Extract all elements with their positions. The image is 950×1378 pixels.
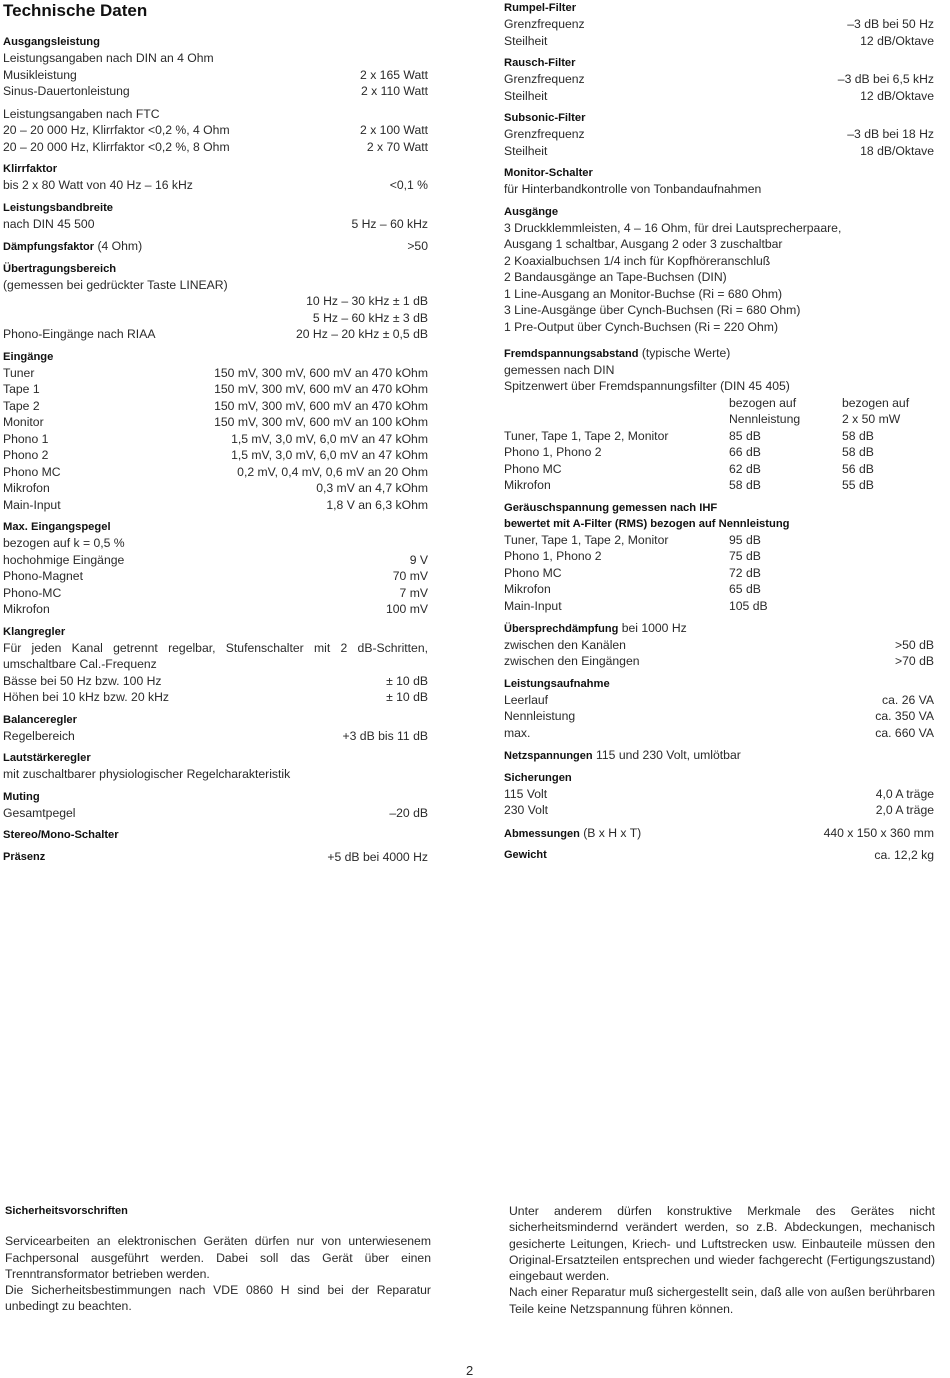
spec-value: 9 V <box>409 552 428 567</box>
safety-paragraph: Die Sicherheitsbestimmungen nach VDE 0860 H sind bei der Reparatur unbedingt zu beachten. <box>5 1283 431 1314</box>
table-row <box>504 286 934 303</box>
spec-label: zwischen den Eingängen <box>504 654 640 668</box>
spec-value: 1,5 mV, 3,0 mV, 6,0 mV an 47 kOhm <box>231 431 428 446</box>
spec-value: 2 x 100 Watt <box>360 123 428 137</box>
spec-value: 70 mV <box>392 569 428 583</box>
spec-note: (typische Werte) <box>641 346 731 360</box>
spec-note: (B x H x T) <box>583 825 642 840</box>
spec-label: nach DIN 45 500 <box>3 216 95 231</box>
spec-value: 72 dB <box>729 565 761 580</box>
klangregler-heading: Klangregler <box>3 625 66 638</box>
daempfungsfaktor-heading: Dämpfungsfaktor <box>3 241 95 253</box>
spec-value: 440 x 150 x 360 mm <box>823 825 934 840</box>
spec-label: Mikrofon <box>3 602 50 616</box>
sicherungen-heading: Sicherungen <box>504 771 572 784</box>
spec-label: Gesamtpegel <box>3 805 76 820</box>
spec-label: Tuner <box>3 365 35 380</box>
spec-label: 115 Volt <box>504 786 548 801</box>
eingaenge-heading: Eingänge <box>3 350 54 363</box>
spec-value: 115 und 230 Volt, umlötbar <box>596 748 741 762</box>
spec-label: Phono-MC <box>3 585 62 600</box>
table-row <box>504 532 934 549</box>
spec-value: 12 dB/Oktave <box>860 88 934 103</box>
inputs-list <box>3 365 428 514</box>
spec-value: 2,0 A träge <box>875 803 934 817</box>
spec-label: Mikrofon <box>504 582 551 596</box>
spec-label: Phono 2 <box>3 448 49 462</box>
safety-paragraph: Nach einer Reparatur muß sichergestellt sein, daß alle von außen berührbaren Teile keine Netzspannung führen können. <box>509 1285 935 1316</box>
spec-label: Phono MC <box>504 461 562 476</box>
outputs-list <box>504 220 934 336</box>
spec-value: ± 10 dB <box>386 690 428 704</box>
spec-label: Steilheit <box>504 88 548 103</box>
table-row <box>3 431 428 448</box>
table-row <box>3 464 428 481</box>
spec-label: Tuner, Tape 1, Tape 2, Monitor <box>504 428 669 443</box>
spec-value: ca. 12,2 kg <box>874 848 934 862</box>
spec-value: 1,8 V an 6,3 kOhm <box>326 497 428 512</box>
leistungsaufnahme-heading: Leistungsaufnahme <box>504 677 610 690</box>
fremdspannungsabstand-heading: Fremdspannungsabstand <box>504 348 639 360</box>
column-header: bezogen auf <box>729 395 797 410</box>
geraeuschspannung-table <box>504 532 934 615</box>
monitor-schalter-heading: Monitor-Schalter <box>504 167 593 179</box>
spec-value: 62 dB <box>729 461 761 476</box>
table-row <box>504 236 934 253</box>
spec-label: Ausgang 1 schaltbar, Ausgang 2 oder 3 zuschaltbar <box>504 237 783 251</box>
bandbreite-heading: Leistungsbandbreite <box>3 201 114 214</box>
spec-value: 100 mV <box>385 602 428 616</box>
spec-label: Mikrofon <box>3 481 50 495</box>
table-row <box>504 319 934 336</box>
spec-label: gemessen nach DIN <box>504 362 615 377</box>
table-row <box>3 447 428 464</box>
uebersprechdaempfung-heading: Übersprechdämpfung <box>504 623 619 635</box>
subsonic-filter-heading: Subsonic-Filter <box>504 112 586 124</box>
spec-label: zwischen den Kanälen <box>504 637 626 652</box>
spec-value: 1,5 mV, 3,0 mV, 6,0 mV an 47 kOhm <box>231 448 428 462</box>
spec-value: +3 dB bis 11 dB <box>342 728 428 743</box>
rumpel-filter-heading: Rumpel-Filter <box>504 2 577 14</box>
spec-label: 1 Pre-Output über Cynch-Buchsen (Ri = 220 Ohm) <box>504 319 779 334</box>
ausgaenge-heading: Ausgänge <box>504 205 559 218</box>
table-row <box>504 708 934 725</box>
spec-value: 56 dB <box>842 461 874 476</box>
spec-value: <0,1 % <box>389 178 428 192</box>
spec-label: 2 Koaxialbuchsen 1/4 inch für Kopfhöreranschluß <box>504 253 771 268</box>
spec-value: ca. 660 VA <box>875 725 934 740</box>
lautstaerkeregler-heading: Lautstärkeregler <box>3 752 91 764</box>
stereo-mono-heading: Stereo/Mono-Schalter <box>3 829 119 841</box>
spec-label: Höhen bei 10 kHz bzw. 20 kHz <box>3 690 169 704</box>
geraeuschspannung-heading: Geräuschspannung gemessen nach IHF <box>504 501 718 514</box>
spec-label: max. <box>504 725 531 740</box>
spec-value: 150 mV, 300 mV, 600 mV an 470 kOhm <box>214 398 428 413</box>
safety-notes-right <box>509 1203 935 1317</box>
spec-value: ± 10 dB <box>386 673 428 688</box>
spec-label: mit zuschaltbarer physiologischer Regelcharakteristik <box>3 767 291 781</box>
spec-value: ca. 26 VA <box>882 692 934 707</box>
spec-value: 105 dB <box>729 598 768 613</box>
table-row <box>504 581 934 598</box>
max-level-list <box>3 552 428 618</box>
gewicht-heading: Gewicht <box>504 849 547 861</box>
spec-label: Tape 2 <box>3 398 40 413</box>
spec-value: 150 mV, 300 mV, 600 mV an 470 kOhm <box>214 365 428 380</box>
column-header: bezogen auf <box>842 395 910 410</box>
spec-label: Sinus-Dauertonleistung <box>3 84 130 98</box>
spec-value: +5 dB bei 4000 Hz <box>327 850 428 864</box>
table-row <box>3 568 428 585</box>
spec-label: (gemessen bei gedrückter Taste LINEAR) <box>3 277 228 292</box>
geraeuschspannung-subheading: bewertet mit A-Filter (RMS) bezogen auf Nennleistung <box>504 517 790 530</box>
netzspannungen-heading: Netzspannungen <box>504 750 593 762</box>
spec-value: 10 Hz – 30 kHz ± 1 dB <box>306 294 428 308</box>
muting-heading: Muting <box>3 790 40 803</box>
spec-label: Phono MC <box>3 464 61 479</box>
leistungsaufnahme-list <box>504 692 934 742</box>
safety-heading: Sicherheitsvorschriften <box>5 1205 128 1217</box>
spec-label: bis 2 x 80 Watt von 40 Hz – 16 kHz <box>3 178 193 192</box>
spec-label: 3 Line-Ausgänge über Cynch-Buchsen (Ri = 680 Ohm) <box>504 303 801 317</box>
spec-label: 2 Bandausgänge an Tape-Buchsen (DIN) <box>504 270 727 284</box>
spec-label: Tuner, Tape 1, Tape 2, Monitor <box>504 532 669 547</box>
spec-label: Grenzfrequenz <box>504 72 585 86</box>
spec-value: >50 <box>407 239 428 253</box>
spec-label: Leistungsangaben nach FTC <box>3 106 160 121</box>
spec-label: Phono 1 <box>3 431 49 446</box>
left-column <box>3 0 428 866</box>
spec-label: Phono 1, Phono 2 <box>504 445 602 459</box>
table-row <box>3 398 428 415</box>
table-row <box>504 302 934 319</box>
spec-value: 95 dB <box>729 532 761 547</box>
spec-label: Regelbereich <box>3 728 75 743</box>
page-title: Technische Daten <box>3 1 148 20</box>
spec-value: >50 dB <box>895 637 934 652</box>
spec-note: bei 1000 Hz <box>621 621 687 635</box>
spec-label: Steilheit <box>504 33 548 48</box>
safety-paragraph: Servicearbeiten an elektronischen Geräten dürfen nur von unterwiesenem Fachpersonal ausgeführt werden. Dabei soll das Gerät über einen Trenntransformator betrieben werden. <box>5 1234 431 1281</box>
table-row <box>504 444 934 461</box>
table-row <box>504 725 934 742</box>
spec-label: für Hinterbandkontrolle von Tonbandaufnahmen <box>504 182 762 196</box>
table-row <box>504 253 934 270</box>
table-row <box>504 565 934 582</box>
spec-value: 0,3 mV an 4,7 kOhm <box>316 481 428 495</box>
max-eingangspegel-heading: Max. Eingangspegel <box>3 521 111 533</box>
column-header: 2 x 50 mW <box>842 412 901 426</box>
spec-value: 58 dB <box>842 445 874 459</box>
table-row <box>504 598 934 615</box>
spec-label: Mikrofon <box>504 478 551 492</box>
table-row <box>504 692 934 709</box>
spec-value: –3 dB bei 50 Hz <box>847 17 934 31</box>
spec-value: 55 dB <box>842 478 874 492</box>
spec-label: Nennleistung <box>504 709 576 723</box>
spec-label: Steilheit <box>504 143 548 158</box>
page-number: 2 <box>466 1363 474 1378</box>
uebertragungsbereich-heading: Übertragungsbereich <box>3 262 117 275</box>
table-row <box>3 497 428 514</box>
table-row <box>3 381 428 398</box>
spec-label: Spitzenwert über Fremdspannungsfilter (DIN 45 405) <box>504 379 790 393</box>
table-row <box>3 414 428 431</box>
table-row <box>3 365 428 382</box>
praesenz-heading: Präsenz <box>3 851 46 863</box>
spec-label: 230 Volt <box>504 803 549 817</box>
table-row <box>3 552 428 569</box>
spec-value: –3 dB bei 6,5 kHz <box>837 72 934 86</box>
spec-label: hochohmige Eingänge <box>3 552 125 567</box>
spec-value: 150 mV, 300 mV, 600 mV an 470 kOhm <box>214 382 428 396</box>
fremdspannung-table <box>504 428 934 494</box>
table-row <box>504 269 934 286</box>
spec-label: Grenzfrequenz <box>504 127 585 141</box>
spec-label: 20 – 20 000 Hz, Klirrfaktor <0,2 %, 4 Ohm <box>3 123 230 137</box>
table-row <box>3 480 428 497</box>
spec-label: bezogen auf k = 0,5 % <box>3 536 125 550</box>
safety-paragraph: Unter anderem dürfen konstruktive Merkmale des Gerätes nicht sicherheitsmindernd verändert werden, so z.B. Abdeckungen, mechanisch gesicherte Leitungen, Kriech- und Luftstrecken usw. Einbauteile müssen den Original-Ersatzteilen entsprechen und wieder fachgerecht (Fertigungszustand) eingebaut werden. <box>509 1204 935 1284</box>
spec-label: 3 Druckklemmleisten, 4 – 16 Ohm, für drei Lautsprecherpaare, <box>504 220 842 235</box>
spec-label: Leistungsangaben nach DIN an 4 Ohm <box>3 51 214 65</box>
spec-value: 7 mV <box>399 585 428 600</box>
spec-value: –20 dB <box>389 805 428 820</box>
spec-value: –3 dB bei 18 Hz <box>847 127 934 141</box>
spec-note: (4 Ohm) <box>97 239 143 253</box>
klirrfaktor-heading: Klirrfaktor <box>3 163 58 175</box>
spec-value: ca. 350 VA <box>875 709 934 723</box>
balanceregler-heading: Balanceregler <box>3 713 78 726</box>
spec-value: 2 x 110 Watt <box>360 84 428 98</box>
spec-value: 2 x 70 Watt <box>366 139 428 154</box>
spec-value: 0,2 mV, 0,4 mV, 0,6 mV an 20 Ohm <box>237 464 428 479</box>
safety-notes-left <box>5 1203 431 1315</box>
spec-value: 75 dB <box>729 549 761 563</box>
table-row <box>504 428 934 445</box>
spec-value: 20 Hz – 20 kHz ± 0,5 dB <box>295 327 428 341</box>
column-header: Nennleistung <box>729 412 801 426</box>
rausch-filter-heading: Rausch-Filter <box>504 57 576 69</box>
right-column <box>504 0 934 864</box>
spec-label: Phono MC <box>504 565 562 580</box>
spec-value: 58 dB <box>729 478 761 492</box>
spec-value: 5 Hz – 60 kHz <box>351 216 428 231</box>
spec-label: Grenzfrequenz <box>504 17 585 31</box>
spec-value: 5 Hz – 60 kHz ± 3 dB <box>312 310 428 325</box>
spec-label: Main-Input <box>504 598 562 613</box>
spec-label: Bässe bei 50 Hz bzw. 100 Hz <box>3 673 162 688</box>
table-row <box>504 548 934 565</box>
spec-value: 4,0 A träge <box>875 786 934 801</box>
spec-value: 12 dB/Oktave <box>860 33 934 48</box>
spec-label: Main-Input <box>3 497 61 512</box>
spec-label: Phono 1, Phono 2 <box>504 549 602 563</box>
spec-value: 65 dB <box>729 582 761 596</box>
spec-label: Phono-Magnet <box>3 569 83 583</box>
spec-value: 66 dB <box>729 445 761 459</box>
spec-label: Leerlauf <box>504 692 549 707</box>
table-row <box>3 585 428 602</box>
spec-value: 58 dB <box>842 428 874 443</box>
table-row <box>504 461 934 478</box>
table-row <box>504 220 934 237</box>
spec-label: Monitor <box>3 415 44 429</box>
spec-label: Musikleistung <box>3 67 77 82</box>
table-row <box>504 477 934 494</box>
spec-label: 1 Line-Ausgang an Monitor-Buchse (Ri = 680 Ohm) <box>504 286 783 301</box>
spec-label: 20 – 20 000 Hz, Klirrfaktor <0,2 %, 8 Ohm <box>3 139 230 154</box>
spec-label: Tape 1 <box>3 382 40 396</box>
table-row <box>3 601 428 618</box>
spec-value: 18 dB/Oktave <box>860 143 934 158</box>
spec-value: 150 mV, 300 mV, 600 mV an 100 kOhm <box>214 415 428 429</box>
abmessungen-heading: Abmessungen <box>504 827 580 840</box>
spec-value: >70 dB <box>895 654 934 668</box>
ausgangsleistung-heading: Ausgangsleistung <box>3 36 100 48</box>
klangregler-text: Für jeden Kanal getrennt regelbar, Stufenschalter mit 2 dB-Schritten, umschaltbare Cal.-Frequenz <box>3 640 428 671</box>
spec-value: 2 x 165 Watt <box>360 67 428 82</box>
spec-value: 85 dB <box>729 428 761 443</box>
spec-label: Phono-Eingänge nach RIAA <box>3 327 156 341</box>
